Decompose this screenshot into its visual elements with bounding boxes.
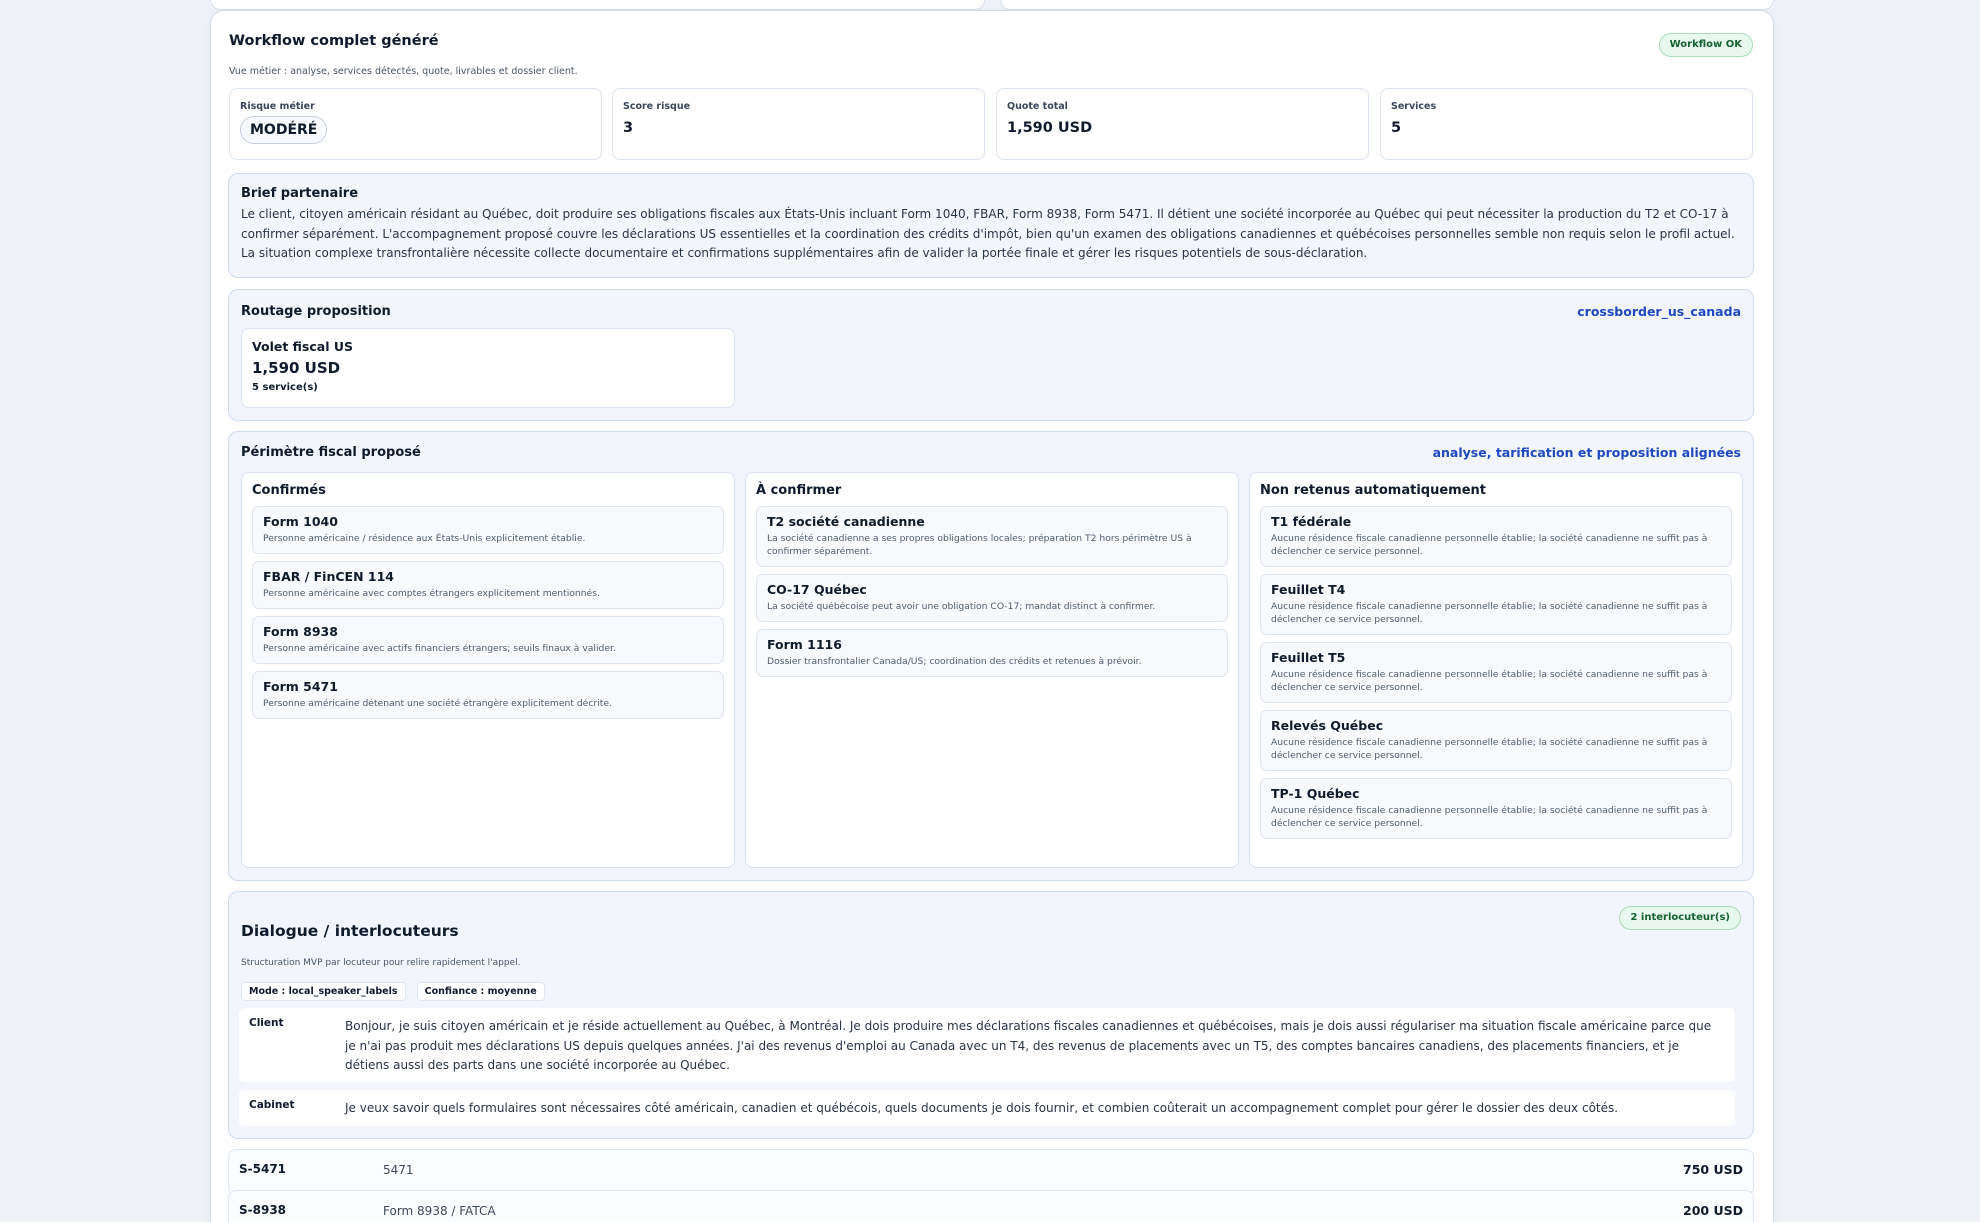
item-desc: Aucune résidence fiscale canadienne personnelle établie; la société canadienne ne suffit pas à déclencher ce service personnel. [1271, 669, 1708, 693]
dialogue-turn-cabinet [239, 1090, 1735, 1126]
item-desc: Personne américaine avec actifs financiers étrangers; seuils finaux à valider. [263, 643, 616, 654]
scope-item[interactable] [1260, 642, 1732, 703]
stat-score [612, 88, 985, 160]
item-title: CO-17 Québec [767, 582, 867, 597]
stat-services [1380, 88, 1753, 160]
stat-label: Risque métier [240, 101, 315, 112]
speaker-text: Bonjour, je suis citoyen américain et je réside actuellement au Québec, à Montréal. Je dois produire mes déclarations fiscales canadiennes et québécoises, mais je dois aussi régulariser ma situation fiscale américaine parce que je n'ai pas produit mes déclarations US depuis quelques années. J'ai des revenus d'emploi au Canada avec un T4, des revenus de placements avec un T5, des comptes bancaires canadiens, des placements financiers, et je détiens aussi des parts dans une société incorporée au Québec. [345, 1019, 1712, 1072]
previous-card-right-edge [1000, 0, 1774, 10]
scope-item[interactable] [1260, 710, 1732, 771]
stat-value: 1,590 USD [1007, 120, 1093, 136]
service-name: Form 8938 / FATCA [383, 1204, 496, 1218]
routing-panel [228, 289, 1754, 421]
scope-item[interactable] [1260, 574, 1732, 635]
stat-value: 5 [1391, 120, 1402, 136]
workflow-title: Workflow complet généré [229, 33, 439, 49]
scope-item[interactable] [1260, 506, 1732, 567]
scope-panel [228, 431, 1754, 881]
previous-card-left-edge [210, 0, 985, 10]
stat-label: Quote total [1007, 101, 1068, 112]
service-row[interactable] [228, 1149, 1754, 1195]
workflow-subtitle: Vue métier : analyse, services détectés, quote, livrables et dossier client. [229, 66, 578, 77]
scope-title: Périmètre fiscal proposé [241, 445, 421, 460]
route-card-amount: 1,590 USD [252, 359, 341, 377]
stat-label: Score risque [623, 101, 691, 112]
dialogue-subtitle: Structuration MVP par locuteur pour relire rapidement l'appel. [241, 958, 521, 968]
stat-value: 3 [623, 120, 634, 136]
scope-item[interactable] [756, 629, 1228, 677]
brief-panel [228, 173, 1754, 278]
item-title: Form 1116 [767, 637, 842, 652]
item-title: FBAR / FinCEN 114 [263, 569, 394, 584]
stat-quote-total [996, 88, 1369, 160]
scope-tagline: analyse, tarification et proposition alignées [1432, 445, 1741, 460]
scope-item[interactable] [1260, 778, 1732, 839]
item-desc: Personne américaine / résidence aux États-Unis explicitement établie. [263, 533, 586, 544]
confidence-tag: Confiance : moyenne [417, 982, 545, 1001]
scope-column-to-confirm [745, 472, 1239, 868]
scope-item[interactable] [756, 574, 1228, 622]
service-price: 750 USD [1683, 1162, 1743, 1177]
item-desc: Personne américaine avec comptes étrangers explicitement mentionnés. [263, 588, 600, 599]
dialogue-panel [228, 891, 1754, 1139]
item-desc: Aucune résidence fiscale canadienne personnelle établie; la société canadienne ne suffit pas à déclencher ce service personnel. [1271, 805, 1708, 829]
column-title: Confirmés [252, 483, 326, 498]
routing-route-tag[interactable]: crossborder_us_canada [1577, 304, 1741, 319]
scope-item[interactable] [252, 561, 724, 609]
route-card-services: 5 service(s) [252, 382, 318, 393]
item-title: Feuillet T5 [1271, 650, 1346, 665]
service-name: 5471 [383, 1163, 414, 1177]
routing-title: Routage proposition [241, 304, 391, 319]
item-title: TP-1 Québec [1271, 786, 1360, 801]
route-card-us[interactable] [241, 328, 735, 408]
item-desc: La société québécoise peut avoir une obligation CO-17; mandat distinct à confirmer. [767, 601, 1156, 612]
brief-title: Brief partenaire [241, 186, 359, 201]
service-code: S-8938 [239, 1203, 287, 1217]
item-title: Form 5471 [263, 679, 338, 694]
dialogue-turn-client [239, 1008, 1735, 1082]
route-card-title: Volet fiscal US [252, 339, 354, 354]
risk-level-badge: MODÉRÉ [240, 116, 327, 144]
workflow-status-badge: Workflow OK [1659, 33, 1753, 57]
speaker-count-badge: 2 interlocuteur(s) [1619, 906, 1741, 930]
speaker-name: Client [249, 1017, 284, 1029]
item-title: Relevés Québec [1271, 718, 1384, 733]
stat-label: Services [1391, 101, 1437, 112]
mode-tag: Mode : local_speaker_labels [241, 982, 406, 1001]
brief-text: Le client, citoyen américain résidant au Québec, doit produire ses obligations fiscales aux États-Unis incluant Form 1040, FBAR, Form 8938, Form 5471. Il détient une société incorporée au Québec qui peut nécessiter la production du T2 et CO-17 à confirmer séparément. L'accompagnement proposé couvre les déclarations US essentielles et la coordination des crédits d'impôt, bien qu'un examen des obligations canadiennes et québécoises personnelles semble non requis selon le profil actuel. La situation complexe transfrontalière nécessite collecte documentaire et confirmations supplémentaires afin de valider la portée finale et gérer les risques potentiels de sous-déclaration. [241, 207, 1735, 260]
item-title: Form 1040 [263, 514, 338, 529]
service-code: S-5471 [239, 1162, 287, 1176]
scope-column-not-retained [1249, 472, 1743, 868]
service-row[interactable] [228, 1190, 1754, 1222]
column-title: Non retenus automatiquement [1260, 483, 1486, 498]
service-price: 200 USD [1683, 1203, 1743, 1218]
speaker-name: Cabinet [249, 1099, 295, 1111]
item-desc: Personne américaine détenant une société étrangère explicitement décrite. [263, 698, 612, 709]
item-desc: Aucune résidence fiscale canadienne personnelle établie; la société canadienne ne suffit pas à déclencher ce service personnel. [1271, 601, 1708, 625]
speaker-text: Je veux savoir quels formulaires sont nécessaires côté américain, canadien et québécois, quels documents je dois fournir, et combien coûterait un accompagnement complet pour gérer le dossier des deux côtés. [345, 1101, 1619, 1115]
item-desc: Dossier transfrontalier Canada/US; coordination des crédits et retenues à prévoir. [767, 656, 1142, 667]
scope-item[interactable] [252, 616, 724, 664]
scope-item[interactable] [756, 506, 1228, 567]
item-desc: La société canadienne a ses propres obligations locales; préparation T2 hors périmètre US à confirmer séparément. [767, 533, 1192, 557]
item-title: T1 fédérale [1271, 514, 1352, 529]
dialogue-title: Dialogue / interlocuteurs [241, 922, 459, 940]
scope-item[interactable] [252, 671, 724, 719]
item-desc: Aucune résidence fiscale canadienne personnelle établie; la société canadienne ne suffit pas à déclencher ce service personnel. [1271, 737, 1708, 761]
item-desc: Aucune résidence fiscale canadienne personnelle établie; la société canadienne ne suffit pas à déclencher ce service personnel. [1271, 533, 1708, 557]
column-title: À confirmer [756, 483, 842, 498]
scope-column-confirmed [241, 472, 735, 868]
item-title: T2 société canadienne [767, 514, 925, 529]
stat-risk [229, 88, 602, 160]
item-title: Form 8938 [263, 624, 338, 639]
dialogue-tags [241, 979, 551, 1001]
scope-item[interactable] [252, 506, 724, 554]
item-title: Feuillet T4 [1271, 582, 1346, 597]
